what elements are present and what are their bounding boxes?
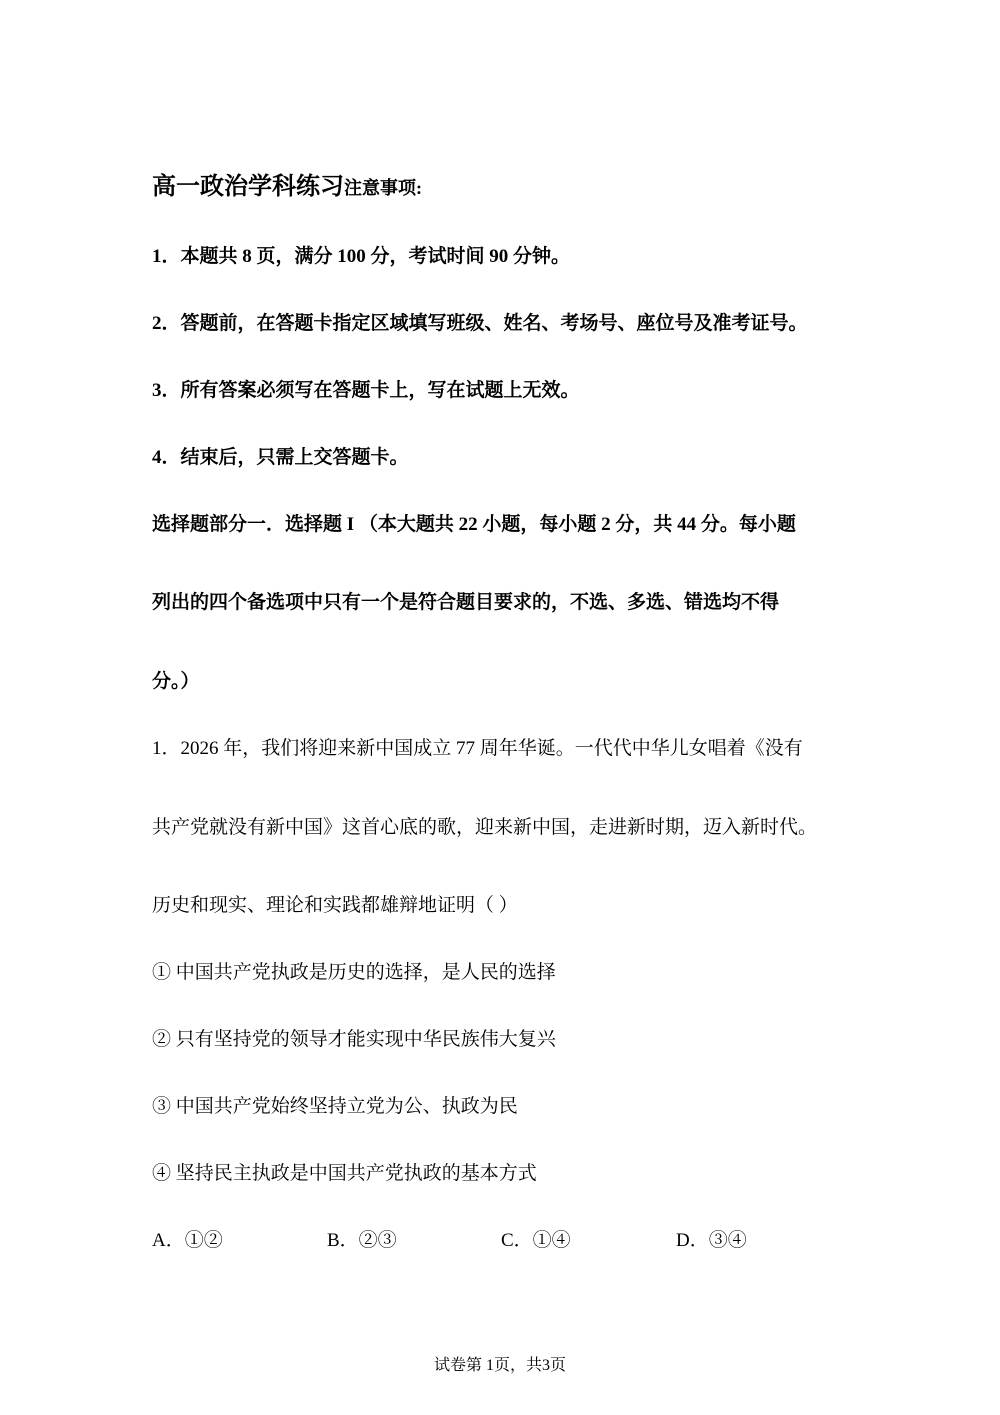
question-stem-line: 历史和现实、理论和实践都雄辩地证明（ ） <box>152 895 518 916</box>
section-instruction-line: 分。） <box>152 671 200 692</box>
statement-item: ① 中国共产党执政是历史的选择，是人民的选择 <box>152 962 556 983</box>
option-d[interactable]: D．③④ <box>676 1230 747 1251</box>
section-instruction-line: 列出的四个备选项中只有一个是符合题目要求的，不选、多选、错选均不得 <box>152 592 780 613</box>
statement-item: ④ 坚持民主执政是中国共产党执政的基本方式 <box>152 1163 537 1184</box>
answer-options <box>152 1229 852 1253</box>
notice-item: 1．本题共 8 页，满分 100 分，考试时间 90 分钟。 <box>152 246 571 267</box>
section-instruction-line: 选择题部分一．选择题 I （本大题共 22 小题，每小题 2 分，共 44 分。每小题 <box>152 514 796 535</box>
exam-title: 高一政治学科练习 <box>152 174 344 200</box>
notice-item: 4．结束后，只需上交答题卡。 <box>152 447 409 468</box>
option-a[interactable]: A．①② <box>152 1230 223 1251</box>
question-stem-line: 共产党就没有新中国》这首心底的歌，迎来新中国，走进新时期，迈入新时代。 <box>152 817 818 838</box>
statement-item: ③ 中国共产党始终坚持立党为公、执政为民 <box>152 1096 518 1117</box>
page-title <box>152 172 422 203</box>
option-c[interactable]: C．①④ <box>501 1230 571 1251</box>
statement-item: ② 只有坚持党的领导才能实现中华民族伟大复兴 <box>152 1029 556 1050</box>
option-b[interactable]: B．②③ <box>327 1230 397 1251</box>
page-footer: 试卷第 1页，共3页 <box>433 1357 566 1374</box>
notice-heading: 注意事项: <box>344 178 422 198</box>
notice-item: 2．答题前，在答题卡指定区域填写班级、姓名、考场号、座位号及准考证号。 <box>152 313 808 334</box>
notice-item: 3．所有答案必须写在答题卡上，写在试题上无效。 <box>152 380 580 401</box>
question-stem-line: 1．2026 年，我们将迎来新中国成立 77 周年华诞。一代代中华儿女唱着《没有 <box>152 738 803 759</box>
